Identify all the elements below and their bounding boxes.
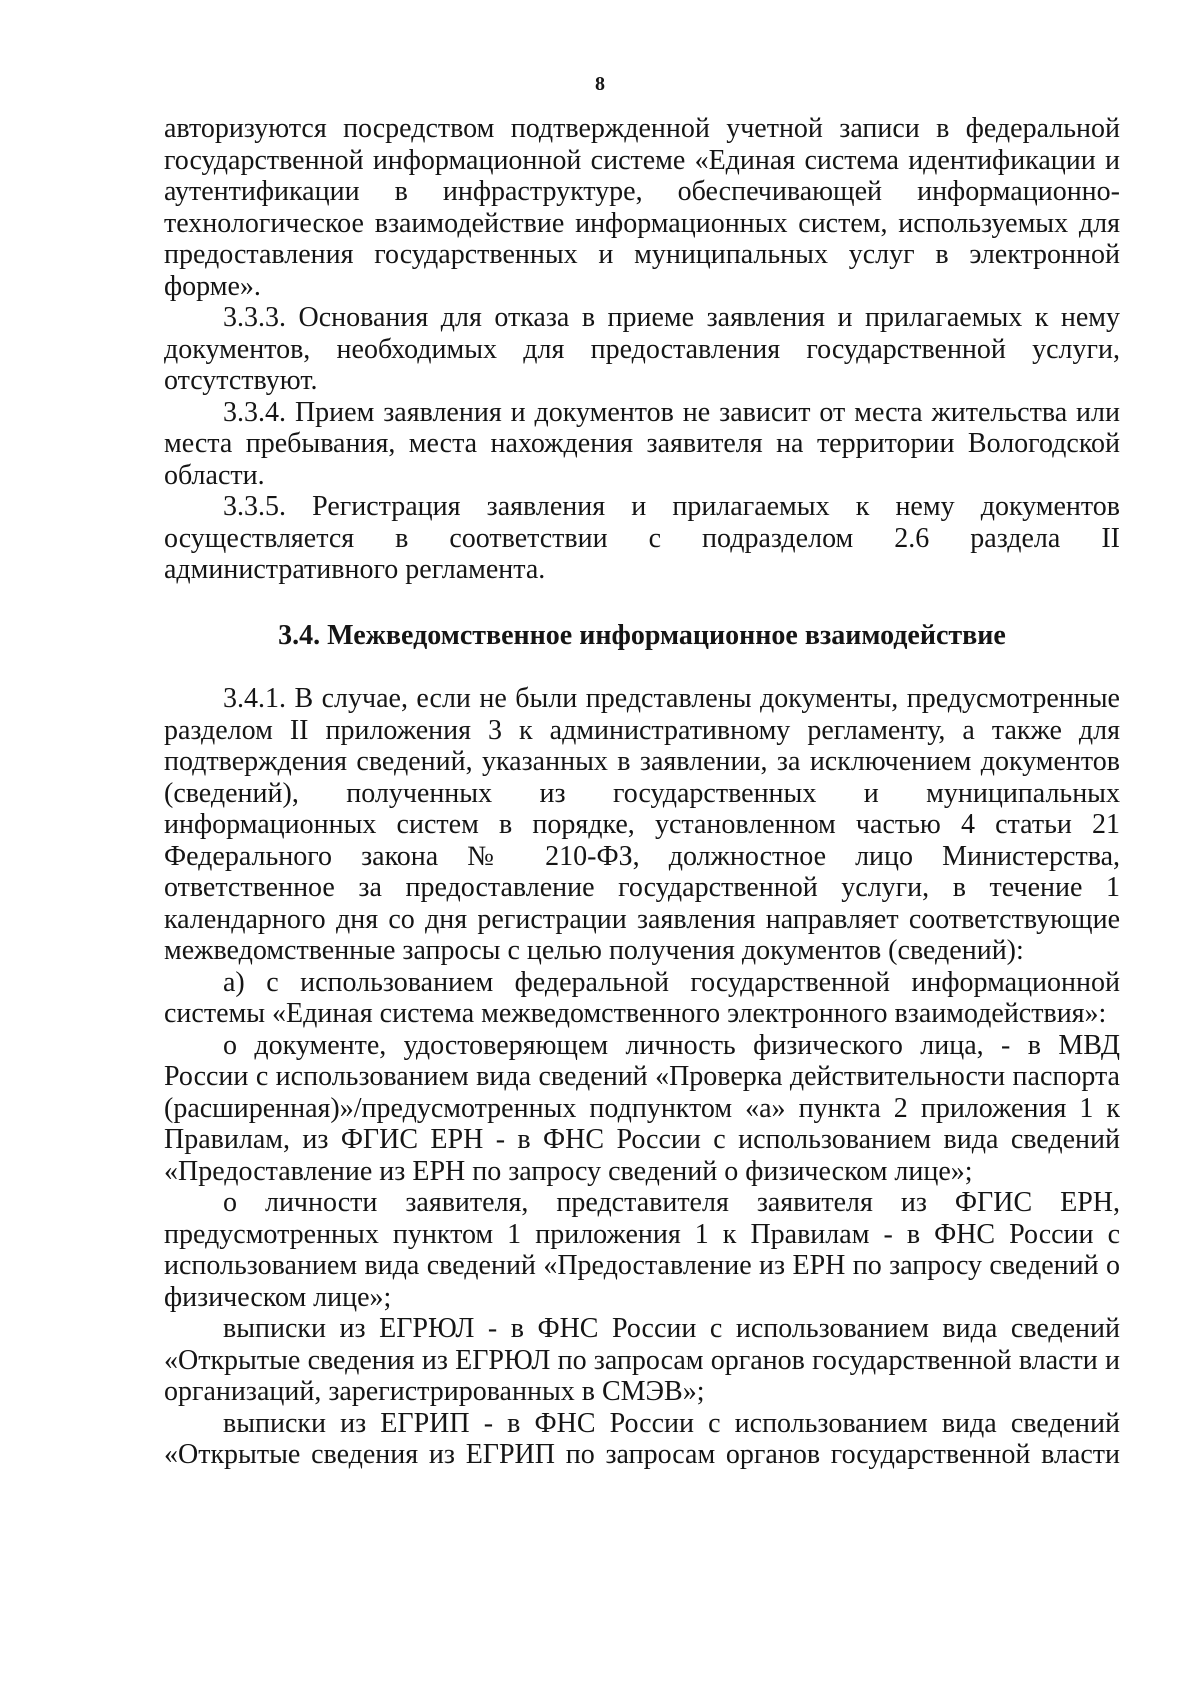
paragraph-3-3-4: 3.3.4. Прием заявления и документов не зависит от места жительства или места пребывания, места нахождения заявителя на территории Вологодской области. [164,396,1120,491]
paragraph-egrul-extract: выписки из ЕГРЮЛ - в ФНС России с использованием вида сведений «Открытые сведения из ЕГРЮЛ по запросам органов государственной власти и организаций, зарегистрированных в СМЭВ»; [164,1313,1120,1407]
paragraph-identity-document: о документе, удостоверяющем личность физического лица, - в МВД России с использованием вида сведений «Проверка действительности паспорта (расширенная)»/предусмотренных подпунктом «а» пункта 2 приложения 1 к Правилам, из ФГИС ЕРН - в ФНС России с использованием вида сведений «Предоставление из ЕРН по запросу сведений о физическом лице»; [164,1029,1120,1187]
paragraph-continuation: авторизуются посредством подтвержденной учетной записи в федеральной государственной информационной системе «Единая система идентификации и аутентификации в инфраструктуре, обеспечивающей информационно-технологическое взаимодействие информационных систем, используемых для предоставления государственных и муниципальных услуг в электронной форме». [164,113,1120,302]
section-heading: 3.4. Межведомственное информационное взаимодействие [278,619,1006,651]
document-body [164,113,1120,1471]
page-number: 8 [595,73,605,95]
paragraph-3-4-1: 3.4.1. В случае, если не были представлены документы, предусмотренные разделом II приложения 3 к административному регламенту, а также для подтверждения сведений, указанных в заявлении, за исключением документов (сведений), полученных из государственных и муниципальных информационных систем в порядке, установленном частью 4 статьи 21 Федерального закона № 210-ФЗ, должностное лицо Министерства, ответственное за предоставление государственной услуги, в течение 1 календарного дня со дня регистрации заявления направляет соответствующие межведомственные запросы с целью получения документов (сведений): [164,683,1120,966]
paragraph-egrip-extract: выписки из ЕГРИП - в ФНС России с использованием вида сведений «Открытые сведения из ЕГРИП по запросам органов государственной власти [164,1407,1120,1470]
paragraph-3-3-3: 3.3.3. Основания для отказа в приеме заявления и прилагаемых к нему документов, необходимых для предоставления государственной услуги, отсутствуют. [164,302,1120,396]
paragraph-3-3-5: 3.3.5. Регистрация заявления и прилагаемых к нему документов осуществляется в соответствии с подразделом 2.6 раздела II административного регламента. [164,491,1120,585]
paragraph-applicant-identity: о личности заявителя, представителя заявителя из ФГИС ЕРН, предусмотренных пунктом 1 приложения 1 к Правилам - в ФНС России с использованием вида сведений «Предоставление из ЕРН по запросу сведений о физическом лице»; [164,1187,1120,1313]
paragraph-item-a: а) с использованием федеральной государственной информационной системы «Единая система межведомственного электронного взаимодействия»: [164,966,1120,1029]
